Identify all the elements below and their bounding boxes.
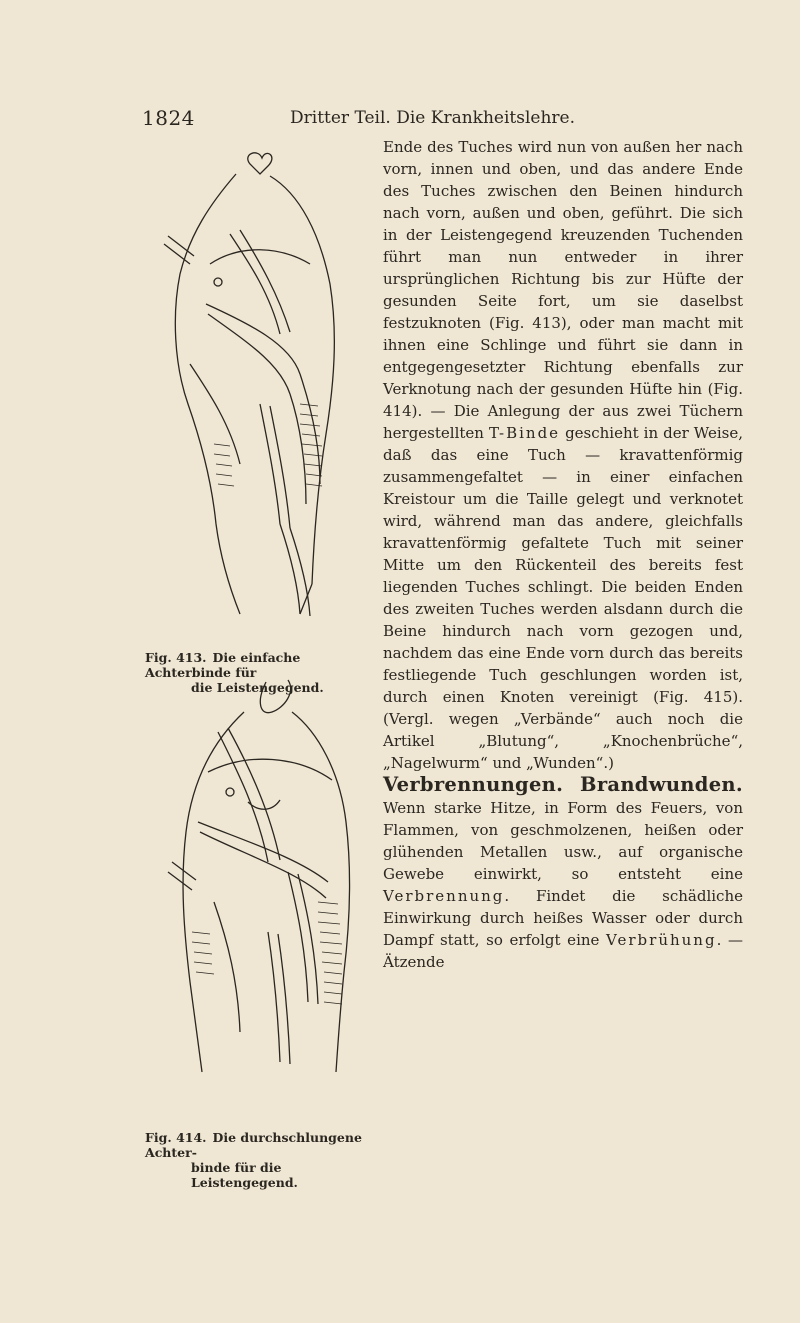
paragraph-text: . Findet die schädliche Einwirkung durch heißes Wasser oder durch Dampf statt, so erfolgt eine	[383, 887, 743, 949]
figure-413-caption-line2: die Leistengegend.	[191, 680, 324, 695]
figure-413-caption-line1: Die einfache Achterbinde für	[145, 650, 301, 680]
section-heading: Verbrennungen. Brandwunden.	[383, 773, 743, 796]
paragraph-text: geschieht in der Weise, daß das eine Tuch — kravattenförmig zusammengefaltet — in einer einfachen Kreistour um die Taille gelegt und verknotet wird, während man das andere, gleichfalls kravattenförmig gefaltete Tuch mit seiner Mitte um den Rückenteil des bereits fest liegenden Tuches schlingt. Die beiden Enden des zweiten Tuches werden alsdann durch die Beine hindurch nach vorn gezogen und, nachdem das eine Ende vorn durch das bereits festliegende Tuch geschlungen worden ist, durch einen Knoten vereinigt (Fig. 415). (Vergl. wegen „Verbände“ auch noch die Artikel „Blutung“, „Knochenbrüche“, „Nagelwurm“ und „Wunden“.)	[383, 424, 743, 772]
figure-413-illustration	[150, 144, 355, 632]
figure-414-caption-line1: Die durchschlungene Achter-	[145, 1130, 362, 1160]
page-number: 1824	[142, 106, 195, 130]
body-text-column	[383, 136, 743, 973]
running-title: Dritter Teil. Die Krankheitslehre.	[290, 108, 575, 128]
term-verbrennung: Verbrennung	[383, 887, 505, 905]
figure-414-illustration	[148, 672, 364, 1092]
term-t-binde: T-Binde	[488, 424, 561, 442]
paragraph-text: . — Ätzende	[383, 931, 743, 971]
paragraph-verbrennungen	[383, 774, 743, 973]
figure-413-label: Fig. 413.	[145, 650, 207, 665]
page-header	[142, 106, 742, 136]
paragraph-text: Ende des Tuches wird nun von außen her nach vorn, innen und oben, und das andere Ende des Tuches zwischen den Beinen hindurch nach vorn, außen und oben, geführt. Die sich in der Leistengegend kreuzenden Tuchenden führt man nun entweder in ihrer ursprünglichen Richtung bis zur Hüfte der gesunden Seite fort, um sie daselbst festzuknoten (Fig. 413), oder man macht mit ihnen eine Schlinge und führt sie dann in entgegengesetzter Richtung ebenfalls zur Verknotung nach der gesunden Hüfte hin (Fig. 414). — Die Anlegung der aus zwei Tüchern hergestellten	[383, 138, 743, 442]
paragraph-t-binde	[383, 136, 743, 774]
figure-414-label: Fig. 414.	[145, 1130, 207, 1145]
figure-414-caption-line2: binde für die Leistengegend.	[191, 1160, 298, 1190]
term-verbruehung: Verbrühung	[606, 931, 717, 949]
paragraph-text: Wenn starke Hitze, in Form des Feuers, von Flammen, von geschmolzenen, heißen oder glühenden Metallen usw., auf organische Gewebe einwirkt, so entsteht eine	[383, 799, 743, 883]
figure-414-caption	[145, 1130, 375, 1190]
